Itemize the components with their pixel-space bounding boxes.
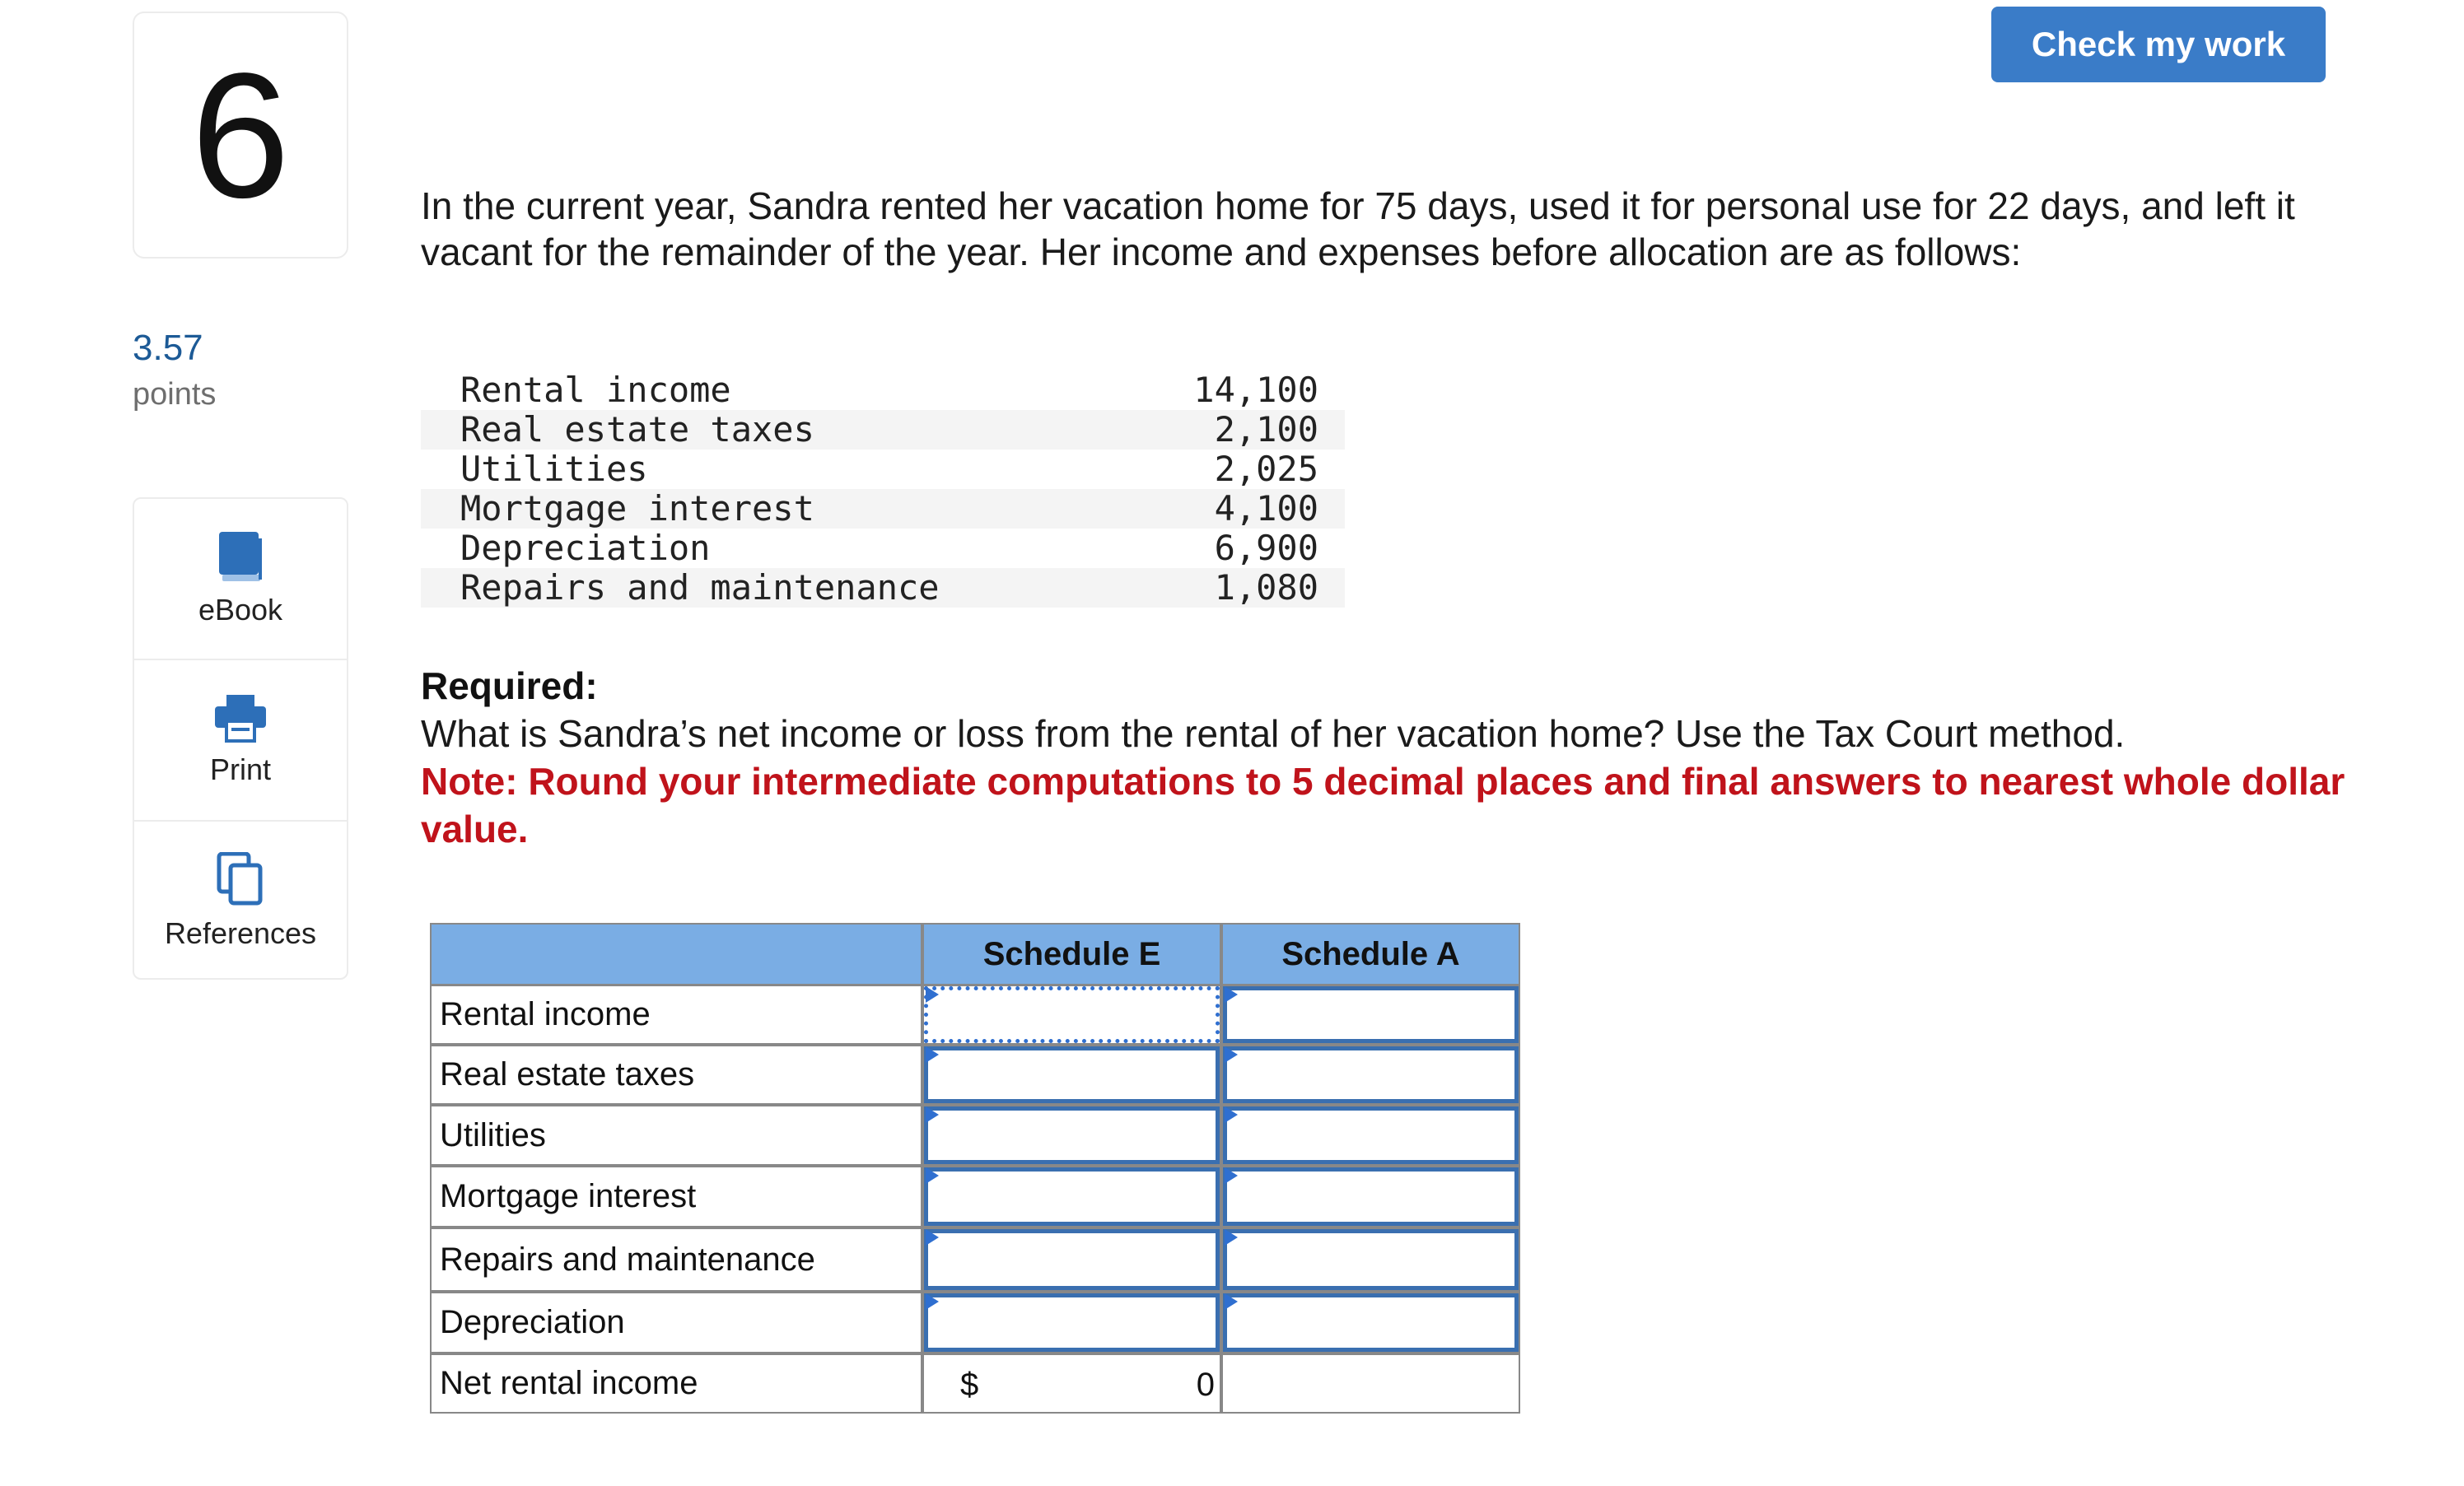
references-button[interactable] <box>134 822 347 981</box>
documents-icon <box>216 852 265 906</box>
schedule-e-input[interactable] <box>924 1106 1220 1164</box>
net-rental-income-label: Net rental income <box>430 1353 922 1414</box>
print-button[interactable] <box>134 660 347 822</box>
header-schedule-a: Schedule A <box>1221 923 1520 985</box>
required-text: What is Sandra’s net income or loss from the rental of her vacation home? Use the Tax Court method. <box>421 712 2126 755</box>
financials-value: 2,025 <box>1214 449 1318 489</box>
question-intro: In the current year, Sandra rented her vacation home for 75 days, used it for personal use for 22 days, and left it vacant for the remainder of the year. Her income and expenses before allocation are as follows: <box>421 184 2295 273</box>
references-label: References <box>164 916 317 950</box>
net-rental-income-schedule-a <box>1221 1353 1520 1414</box>
financials-value: 6,900 <box>1214 528 1318 568</box>
schedule-a-input[interactable] <box>1223 1106 1519 1164</box>
financials-value: 14,100 <box>1193 370 1318 410</box>
rounding-note: Note: Round your intermediate computations to 5 decimal places and final answers to nearest whole dollar value. <box>421 760 2345 850</box>
dropdown-marker-icon <box>926 1293 939 1310</box>
financials-label: Repairs and maintenance <box>421 568 1136 608</box>
financials-value: 2,100 <box>1136 410 1345 450</box>
schedule-a-input[interactable] <box>1223 986 1519 1043</box>
row-label: Utilities <box>430 1105 922 1166</box>
dropdown-marker-icon <box>1225 1106 1238 1123</box>
header-schedule-e: Schedule E <box>922 923 1221 985</box>
dropdown-marker-icon <box>926 1167 939 1184</box>
financials-row <box>421 529 1345 568</box>
financials-row <box>421 410 1345 450</box>
financials-label: Rental income <box>460 370 731 410</box>
financials-label: Depreciation <box>460 528 711 568</box>
tools-panel <box>133 497 348 980</box>
points-value: 3.57 <box>133 328 203 368</box>
row-label: Repairs and maintenance <box>430 1227 922 1292</box>
net-rental-income-value: 0 <box>1196 1367 1215 1403</box>
dropdown-marker-icon <box>926 1229 939 1246</box>
schedule-a-input[interactable] <box>1223 1046 1519 1103</box>
points-label: points <box>133 377 217 412</box>
question-number-card <box>133 12 348 259</box>
check-my-work-button[interactable]: Check my work <box>1991 7 2326 82</box>
dropdown-marker-icon <box>926 1106 939 1123</box>
financials-value: 4,100 <box>1136 489 1345 529</box>
ebook-button[interactable] <box>134 499 347 660</box>
financials-row <box>421 450 1345 489</box>
financials-label: Real estate taxes <box>421 410 1136 450</box>
book-icon <box>216 530 265 583</box>
print-label: Print <box>209 752 272 786</box>
dropdown-marker-icon <box>1225 1167 1238 1184</box>
financials-table <box>421 370 1345 608</box>
currency-symbol: $ <box>960 1367 979 1403</box>
row-label: Mortgage interest <box>430 1166 922 1227</box>
ebook-label: eBook <box>198 593 283 627</box>
dropdown-marker-icon <box>1225 1293 1238 1310</box>
schedule-a-input[interactable] <box>1223 1229 1519 1290</box>
dropdown-marker-icon <box>1225 1046 1238 1063</box>
dropdown-marker-icon <box>1225 986 1238 1003</box>
dropdown-marker-icon <box>1225 1229 1238 1246</box>
header-blank <box>430 923 922 985</box>
row-label: Real estate taxes <box>430 1045 922 1105</box>
schedule-e-input[interactable] <box>924 1293 1220 1352</box>
financials-label: Mortgage interest <box>421 489 1136 529</box>
schedule-e-input[interactable] <box>924 1229 1220 1290</box>
row-label: Rental income <box>430 985 922 1045</box>
schedule-a-input[interactable] <box>1223 1293 1519 1352</box>
row-label: Depreciation <box>430 1292 922 1353</box>
financials-label: Utilities <box>460 449 648 489</box>
net-rental-income-schedule-e <box>922 1353 1221 1414</box>
printer-icon <box>213 693 268 743</box>
financials-row <box>421 370 1345 410</box>
schedule-e-input[interactable] <box>924 1046 1220 1103</box>
financials-row <box>421 489 1345 529</box>
financials-row <box>421 568 1345 608</box>
required-title: Required: <box>421 664 598 707</box>
financials-value: 1,080 <box>1136 568 1345 608</box>
answer-table <box>430 923 1520 1414</box>
dropdown-marker-icon <box>926 986 939 1003</box>
question-number: 6 <box>190 35 291 235</box>
schedule-a-input[interactable] <box>1223 1167 1519 1226</box>
schedule-e-input[interactable] <box>924 1167 1220 1226</box>
schedule-e-input[interactable] <box>924 986 1220 1043</box>
dropdown-marker-icon <box>926 1046 939 1063</box>
